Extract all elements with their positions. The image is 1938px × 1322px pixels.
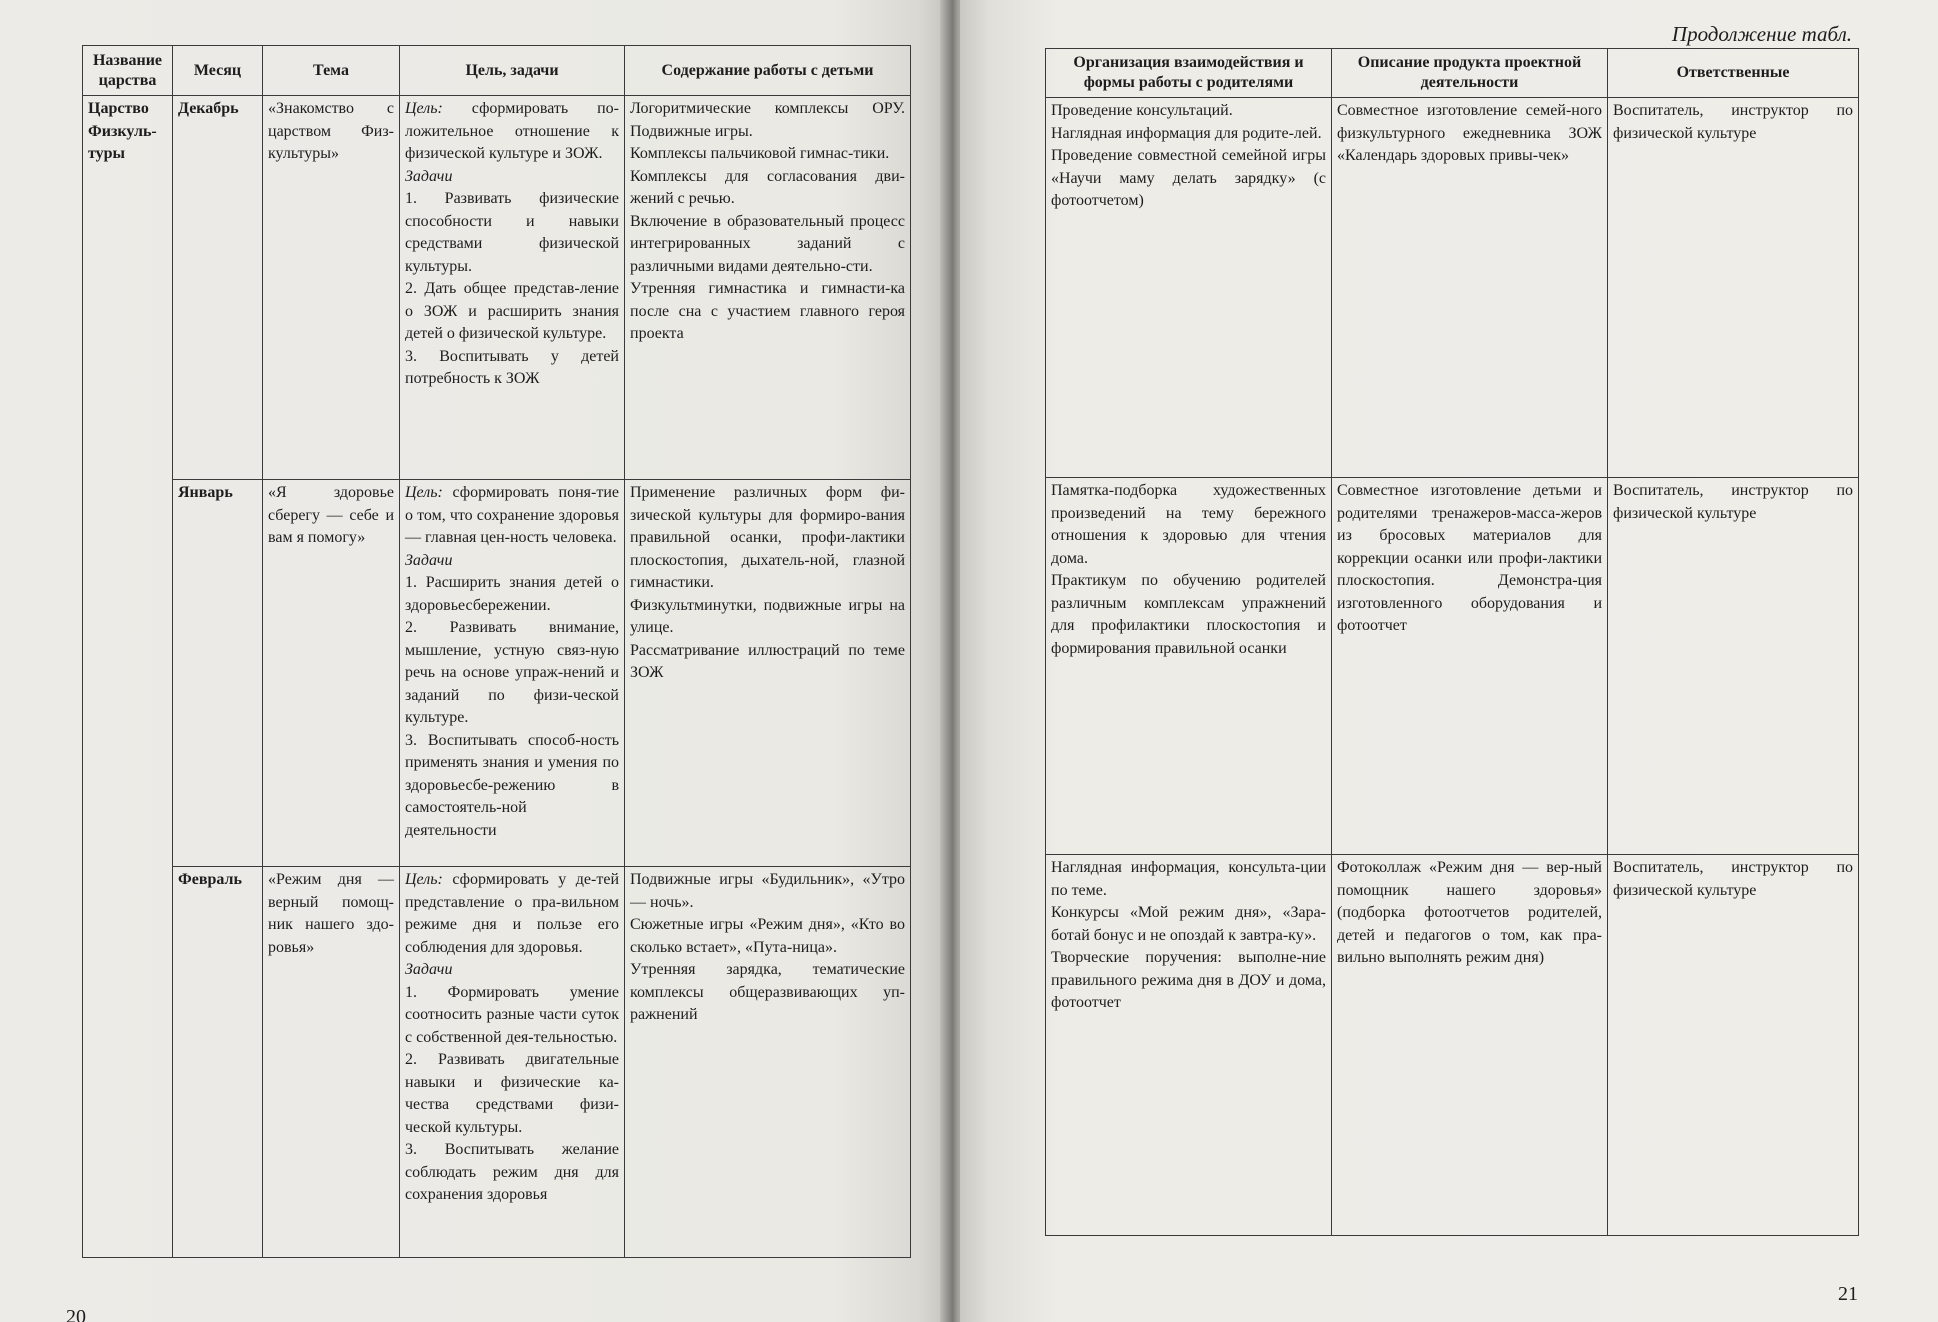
product-cell: Фотоколлаж «Режим дня — вер-ный помощник нашего здоровья» (подборка фотоотчетов родителей, детей и педагогов о том, как пра-вильно выполнять режим дня)	[1332, 855, 1608, 1236]
content-item: Физкультминутки, подвижные игры на улице.	[630, 596, 905, 636]
goal-label: Цель:	[405, 871, 443, 888]
content-cell	[625, 867, 911, 1258]
responsible-cell: Воспитатель, инструктор по физической культуре	[1608, 855, 1859, 1236]
content-item: Логоритмические комплексы ОРУ. Подвижные игры.	[630, 100, 905, 140]
tasks-label: Задачи	[405, 167, 453, 185]
product-cell: Совместное изготовление семей-ного физкультурного ежедневника ЗОЖ «Календарь здоровых привы-чек»	[1332, 98, 1608, 478]
goal-label: Цель:	[405, 484, 443, 501]
left-table	[82, 45, 911, 1258]
parents-item: Проведение совместной семейной игры «Научи маму делать зарядку» (с фотоотчетом)	[1051, 147, 1326, 209]
header-responsible: Ответственные	[1608, 49, 1859, 98]
table-row-january	[83, 480, 911, 867]
table-row-january-parents	[1046, 478, 1859, 855]
header-kingdom: Название царства	[83, 46, 173, 96]
parents-item: Творческие поручения: выполне-ние правильного режима дня в ДОУ и дома, фотоотчет	[1051, 949, 1326, 1011]
task-item: 3. Воспитывать у детей потребность к ЗОЖ	[405, 347, 619, 387]
header-parents: Организация взаимодействия и формы работы с родителями	[1046, 49, 1332, 98]
responsible-cell: Воспитатель, инструктор по физической культуре	[1608, 478, 1859, 855]
tasks-label: Задачи	[405, 551, 453, 569]
right-header-row	[1046, 49, 1859, 98]
content-item: Рассматривание иллюстраций по теме ЗОЖ	[630, 641, 905, 681]
month-cell: Февраль	[173, 867, 263, 1258]
parents-item: Наглядная информация, консульта-ции по теме.	[1051, 859, 1326, 899]
goal-text: сформировать поня-тие о том, что сохранение здоровья — главная цен-ность человека.	[405, 484, 619, 546]
right-table	[1045, 48, 1859, 1236]
task-item: 3. Воспитывать способ-ность применять знания и умения по здоровьесбе-режению в самостоятель-ной деятельности	[405, 731, 619, 839]
content-item: Включение в образовательный процесс интегрированных заданий с различными видами деятельно-сти.	[630, 212, 905, 275]
parents-item: Практикум по обучению родителей различным комплексам упражнений для профилактики плоскостопия и формирования правильной осанки	[1051, 572, 1326, 657]
parents-cell	[1046, 98, 1332, 478]
goal-text: сформировать у де-тей представление о пра-вильном режиме дня и пользе его соблюдения для здоровья.	[405, 871, 619, 956]
header-product: Описание продукта проектной деятельности	[1332, 49, 1608, 98]
parents-item: Памятка-подборка художественных произведений на тему бережного отношения к здоровью для чтения дома.	[1051, 482, 1326, 567]
table-row-december-parents	[1046, 98, 1859, 478]
goal-cell	[400, 480, 625, 867]
task-item: 2. Развивать двигательные навыки и физические ка-чества средствами физи-ческой культуры.	[405, 1051, 619, 1136]
page-number-left: 20	[66, 1306, 86, 1322]
goal-cell	[400, 96, 625, 480]
theme-cell: «Знакомство с царством Физ-культуры»	[263, 96, 400, 480]
task-item: 1. Формировать умение соотносить разные части суток с собственной дея-тельностью.	[405, 983, 619, 1046]
table-row-december	[83, 96, 911, 480]
header-theme: Тема	[263, 46, 400, 96]
content-item: Сюжетные игры «Режим дня», «Кто во сколько встает», «Пута-ница».	[630, 916, 905, 956]
month-cell: Декабрь	[173, 96, 263, 480]
header-month: Месяц	[173, 46, 263, 96]
table-row-february	[83, 867, 911, 1258]
header-content: Содержание работы с детьми	[625, 46, 911, 96]
page-number-right: 21	[1838, 1283, 1858, 1305]
goal-cell	[400, 867, 625, 1258]
tasks-label: Задачи	[405, 961, 453, 978]
table-row-february-parents	[1046, 855, 1859, 1236]
content-item: Комплексы пальчиковой гимнас-тики.	[630, 145, 890, 162]
theme-cell: «Режим дня — верный помощ-ник нашего здо-ровья»	[263, 867, 400, 1258]
task-item: 2. Дать общее представ-ление о ЗОЖ и расширить знания детей о физической культуре.	[405, 280, 619, 342]
content-item: Комплексы для согласования дви-жений с речью.	[630, 167, 905, 207]
task-item: 1. Развивать физические способности и навыки средствами физической культуры.	[405, 190, 619, 275]
task-item: 1. Расширить знания детей о здоровьесбережении.	[405, 574, 619, 614]
content-item: Подвижные игры «Будильник», «Утро — ночь».	[630, 871, 905, 911]
parents-cell	[1046, 478, 1332, 855]
parents-cell	[1046, 855, 1332, 1236]
task-item: 2. Развивать внимание, мышление, устную связ-ную речь на основе упраж-нений и заданий по физи-ческой культуре.	[405, 619, 619, 726]
left-page	[0, 0, 948, 1322]
product-cell: Совместное изготовление детьми и родителями тренажеров-масса-жеров из бросовых материалов для коррекции осанки или профи-лактики плоскостопия. Демонстра-ция изготовленного оборудования и фотоотчет	[1332, 478, 1608, 855]
continuation-label: Продолжение табл.	[1671, 22, 1852, 46]
right-page	[960, 0, 1938, 1322]
parents-item: Проведение консультаций.	[1051, 102, 1233, 119]
content-cell	[625, 480, 911, 867]
goal-text: сформировать по-ложительное отношение к физической культуре и ЗОЖ.	[405, 100, 619, 162]
header-goal: Цель, задачи	[400, 46, 625, 96]
content-item: Утренняя зарядка, тематические комплексы общеразвивающих уп-ражнений	[630, 961, 905, 1023]
task-item: 3. Воспитывать желание соблюдать режим дня для сохранения здоровья	[405, 1141, 619, 1203]
left-header-row	[83, 46, 911, 96]
month-cell: Январь	[173, 480, 263, 867]
parents-item: Наглядная информация для родите-лей.	[1051, 124, 1322, 142]
content-cell	[625, 96, 911, 480]
content-item: Утренняя гимнастика и гимнасти-ка после сна с участием главного героя проекта	[630, 280, 905, 342]
kingdom-cell: Царство Физкуль-туры	[83, 96, 173, 1258]
content-item: Применение различных форм фи-зической культуры для формиро-вания правильной осанки, профи-лактики плоскостопия, дыхатель-ной, глазной гимнастики.	[630, 484, 905, 591]
goal-label: Цель:	[405, 100, 443, 117]
theme-cell: «Я здоровье сберегу — себе и вам я помогу»	[263, 480, 400, 867]
parents-item: Конкурсы «Мой режим дня», «Зара-ботай бонус и не опоздай к завтра-ку».	[1051, 904, 1326, 944]
responsible-cell: Воспитатель, инструктор по физической культуре	[1608, 98, 1859, 478]
